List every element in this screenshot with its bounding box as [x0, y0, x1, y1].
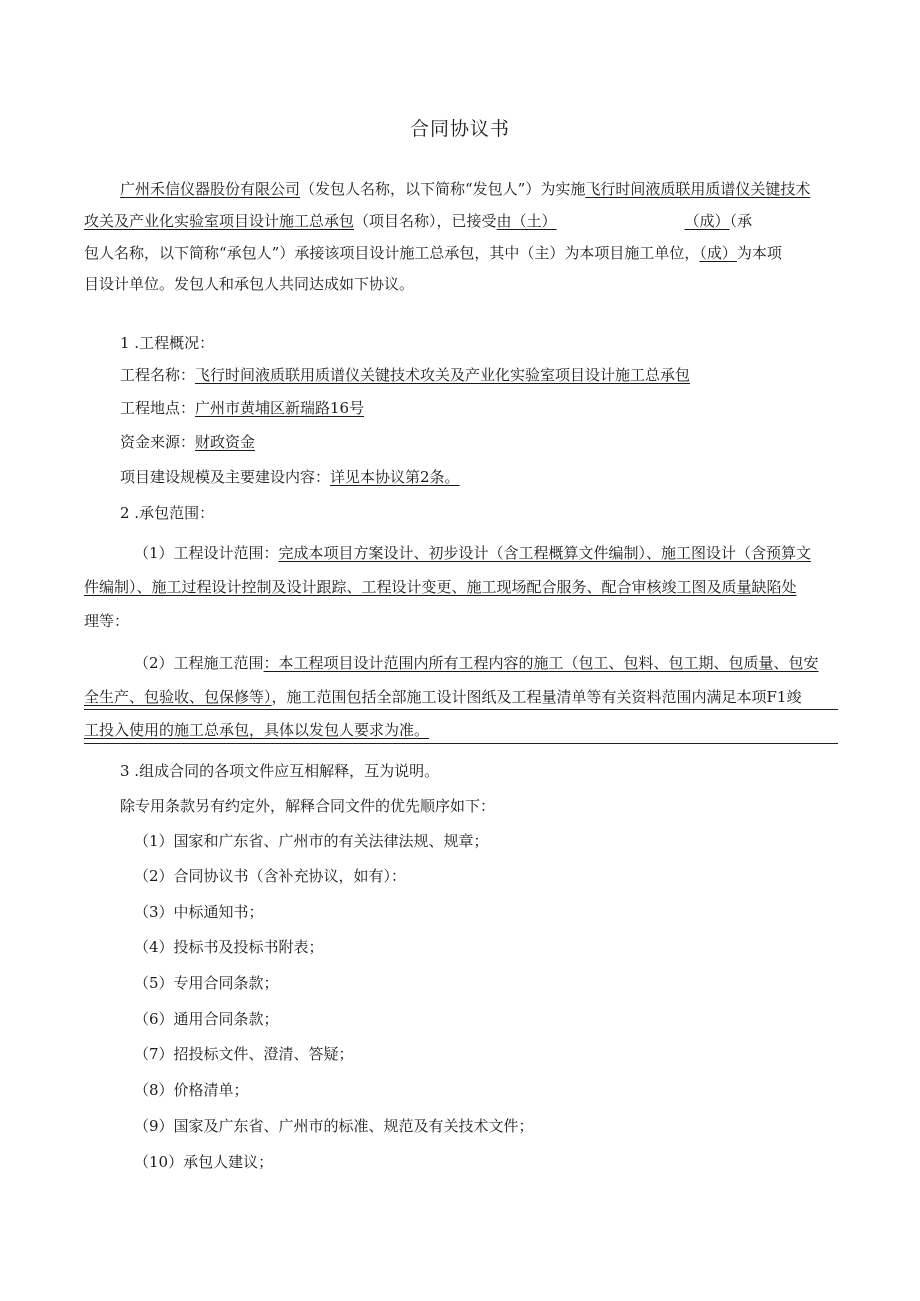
funding-source-label: 资金来源： [120, 433, 196, 451]
project-name-row [120, 364, 690, 386]
preamble-line-1 [120, 178, 810, 200]
contractor-cheng: （成） [684, 212, 730, 230]
priority-item: （7）招投标文件、澄清、答疑； [134, 1045, 354, 1063]
section-1-heading: 1 .工程概况： [120, 334, 215, 352]
project-name-value: 飞行时间液质联用质谱仪关键技术攻关及产业化实验室项目设计施工总承包 [195, 366, 691, 384]
construction-scope-line-1 [134, 652, 819, 674]
preamble-line-4: 目设计单位。发包人和承包人共同达成如下协议。 [84, 275, 415, 293]
priority-item: （3）中标通知书； [134, 903, 264, 921]
preamble-text-2: （项目名称），已接受 [354, 212, 497, 230]
construction-scope-text-3: 工投入使用的施工总承包，具体以发包人要求为准。 [84, 721, 430, 739]
project-scale-value: 详见本协议第2条。 [330, 468, 460, 486]
funding-source-row [120, 431, 255, 453]
project-location-row [120, 397, 364, 419]
preamble-line-3 [84, 242, 782, 264]
project-name-label: 工程名称： [120, 366, 196, 384]
preamble-text-1: （发包人名称，以下简称“发包人”）为实施 [300, 180, 586, 198]
design-scope-line-1 [134, 542, 811, 564]
preamble-text-4: 包人名称，以下简称“承包人”）承接该项目设计施工总承包，其中（主）为本项目施工单位， [84, 244, 700, 262]
construction-scope-text-2b: ，施工范围包括全部施工设计图纸及工程量清单等有关资料范围内满足本项F1竣 [271, 688, 802, 706]
project-scale-row [120, 466, 460, 488]
priority-item: （2）合同协议书（含补充协议，如有）： [134, 867, 407, 885]
priority-item: （10）承包人建议； [134, 1153, 274, 1171]
section-2-heading: 2 .承包范围： [120, 504, 215, 522]
project-name-part-a: 飞行时间液质联用质谱仪关键技术 [585, 180, 811, 198]
construction-scope-label: （2）工程施工范围 [134, 654, 264, 672]
design-scope-line-2 [84, 576, 797, 598]
priority-item: （6）通用合同条款； [134, 1010, 279, 1028]
design-scope-label: （1）工程设计范围： [134, 544, 279, 562]
priority-item: （4）投标书及投标书附表； [134, 938, 324, 956]
project-location-label: 工程地点： [120, 399, 196, 417]
priority-item: （5）专用合同条款； [134, 974, 279, 992]
priority-item: （9）国家及广东省、广州市的标准、规范及有关技术文件； [134, 1117, 534, 1135]
construction-scope-line-2 [84, 686, 801, 708]
section-divider-rule [84, 743, 838, 744]
employer-name: 广州禾信仪器股份有限公司 [120, 180, 301, 198]
project-name-part-b: 攻关及产业化实验室项目设计施工总承包 [84, 212, 355, 230]
preamble-line-2 [84, 210, 752, 232]
contractor-tu: 由（土） [496, 212, 557, 230]
section-3-heading: 3 .组成合同的各项文件应互相解释，互为说明。 [120, 762, 440, 780]
document-title: 合同协议书 [409, 118, 510, 140]
preamble-text-5: 为本项 [736, 244, 782, 262]
preamble-text-3: （承 [729, 212, 753, 230]
design-scope-text-2: 件编制）、施工过程设计控制及设计跟踪、工程设计变更、施工现场配合服务、配合审核竣工图及质量缺陷处 [84, 578, 797, 596]
design-scope-text-1: 完成本项目方案设计、初步设计（含工程概算文件编制）、施工图设计（含预算文 [278, 544, 812, 562]
construction-scope-line-3 [84, 719, 429, 741]
project-scale-label: 项目建设规模及主要建设内容： [120, 468, 331, 486]
priority-intro: 除专用条款另有约定外，解释合同文件的优先顺序如下： [120, 797, 496, 815]
design-scope-line-3: 理等： [84, 612, 130, 630]
designer-cheng: （成） [699, 244, 737, 262]
contractor-field [497, 212, 730, 230]
construction-scope-text-1: ：本工程项目设计范围内所有工程内容的施工（包工、包料、包工期、包质量、包安 [263, 654, 819, 672]
priority-item: （1）国家和广东省、广州市的有关法律法规、规章； [134, 832, 489, 850]
underline-rule [84, 709, 838, 710]
construction-scope-text-2: 全生产、包验收、包保修等） [84, 688, 272, 706]
priority-item: （8）价格清单； [134, 1081, 249, 1099]
funding-source-value: 财政资金 [195, 433, 256, 451]
project-location-value: 广州市黄埔区新瑞路16号 [195, 399, 365, 417]
